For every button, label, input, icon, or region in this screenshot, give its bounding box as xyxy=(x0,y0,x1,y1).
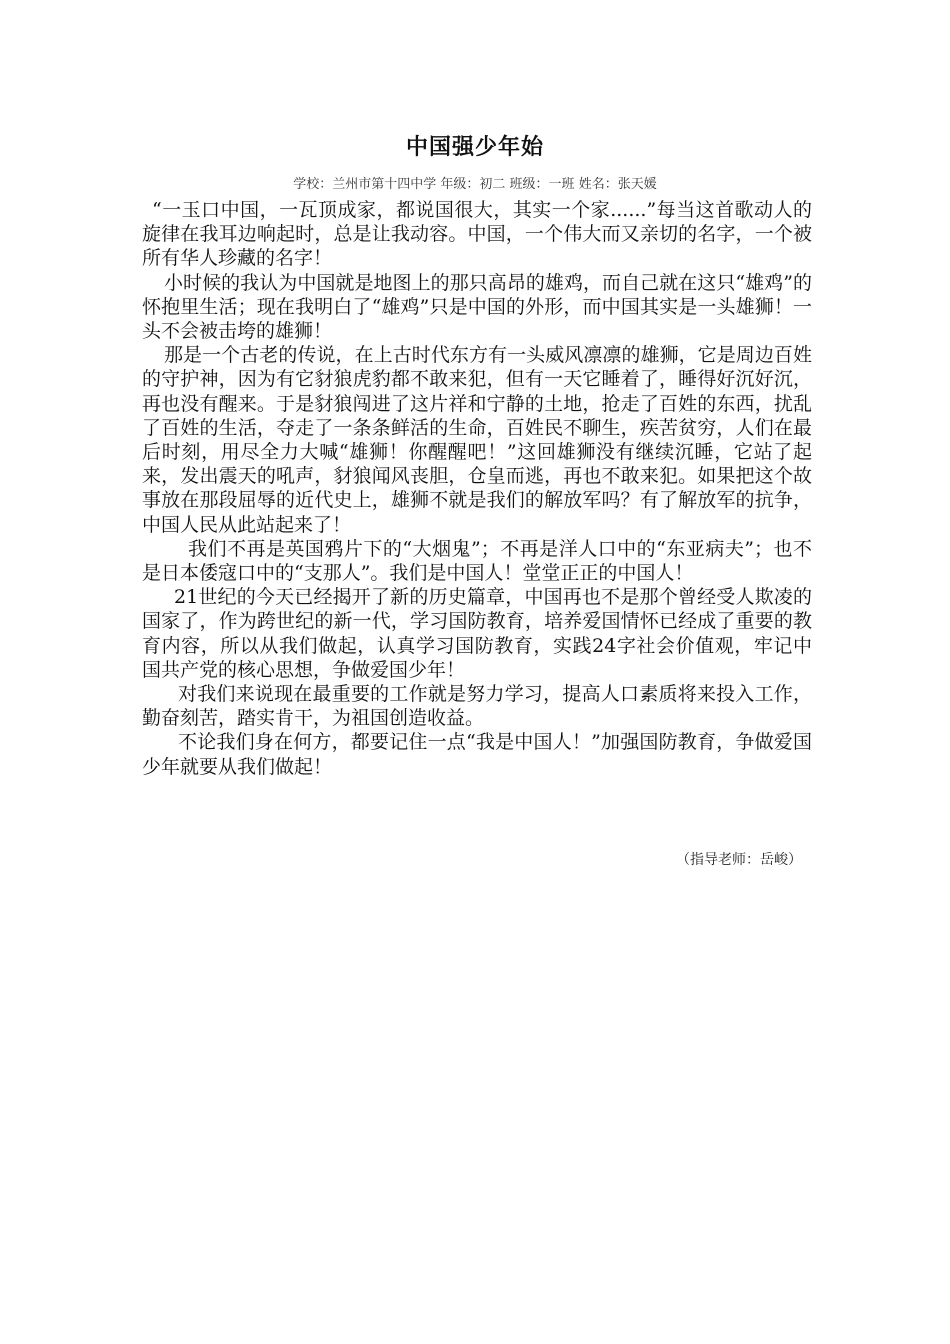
paragraph-6: 对我们来说现在最重要的工作就是努力学习，提高人口素质将来投入工作，勤奋刻苦，踏实肯干，为祖国创造收益。 xyxy=(142,683,812,730)
paragraph-5: 21世纪的今天已经揭开了新的历史篇章，中国再也不是那个曾经受人欺凌的国家了，作为跨世纪的新一代，学习国防教育，培养爱国情怀已经成了重要的教育内容，所以从我们做起，认真学习国防教育，实践24字社会价值观，牢记中国共产党的核心思想，争做爱国少年！ xyxy=(142,586,812,681)
paragraph-7: 不论我们身在何方，都要记住一点“我是中国人！”加强国防教育，争做爱国少年就要从我们做起！ xyxy=(142,731,812,778)
page-title: 中国强少年始 xyxy=(405,135,544,160)
paragraph-1: “一玉口中国，一瓦顶成家，都说国很大，其实一个家......”每当这首歌动人的旋律在我耳边响起时，总是让我动容。中国，一个伟大而又亲切的名字，一个被所有华人珍藏的名字！ xyxy=(142,199,812,270)
paragraph-4: 我们不再是英国鸦片下的“大烟鬼”；不再是洋人口中的“东亚病夫”；也不是日本倭寇口中的“支那人”。我们是中国人！堂堂正正的中国人！ xyxy=(142,537,812,585)
essay-body xyxy=(142,198,812,779)
author-info: 学校：兰州市第十四中学 年级：初二 班级：一班 姓名：张天媛 xyxy=(293,177,657,192)
paragraph-3: 那是一个古老的传说，在上古时代东方有一头威风凛凛的雄狮，它是周边百姓的守护神，因为有它豺狼虎豹都不敢来犯，但有一天它睡着了，睡得好沉好沉，再也没有醒来。于是豺狼闯进了这片祥和宁静的土地，抢走了百姓的东西，扰乱了百姓的生活，夺走了一条条鲜活的生命，百姓民不聊生，疾苦贫穷，人们在最后时刻，用尽全力大喊“雄狮！你醒醒吧！”这回雄狮没有继续沉睡，它站了起来，发出震天的吼声，豺狼闻风丧胆，仓皇而逃，再也不敢来犯。如果把这个故事放在那段屈辱的近代史上，雄狮不就是我们的解放军吗？有了解放军的抗争，中国人民从此站起来了！ xyxy=(142,344,812,536)
teacher-credit: （指导老师：岳峻） xyxy=(676,852,802,868)
paragraph-2: 小时候的我认为中国就是地图上的那只高昂的雄鸡，而自己就在这只“雄鸡”的怀抱里生活；现在我明白了“雄鸡”只是中国的外形，而中国其实是一头雄狮！一头不会被击垮的雄狮！ xyxy=(142,271,812,343)
